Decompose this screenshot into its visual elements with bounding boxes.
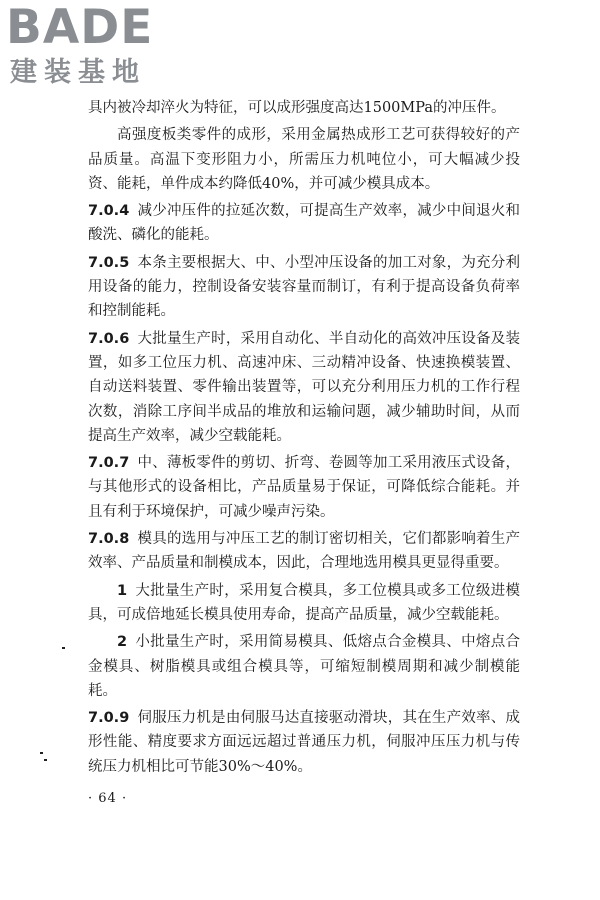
scan-speck bbox=[62, 647, 65, 649]
clause-number: 7.0.5 bbox=[88, 254, 130, 271]
clause-7-0-7 bbox=[88, 451, 520, 524]
item-number: 1 bbox=[117, 582, 128, 599]
clause-7-0-5 bbox=[88, 251, 520, 324]
paragraph-text: 模具的选用与冲压工艺的制订密切相关，它们都影响着生产效率、产品质量和制模成本，因此，合理地选用模具更显得重要。 bbox=[88, 531, 520, 572]
clause-7-0-6 bbox=[88, 327, 520, 448]
paragraph-text: 本条主要根据大、中、小型冲压设备的加工对象，为充分利用设备的能力，控制设备安装容量而制订，有利于提高设备负荷率和控制能耗。 bbox=[88, 254, 520, 320]
clause-number: 7.0.8 bbox=[88, 531, 130, 548]
clause-number: 7.0.9 bbox=[88, 710, 130, 727]
clause-7-0-9 bbox=[88, 706, 520, 779]
paragraph-text: 高强度板类零件的成形，采用金属热成形工艺可获得较好的产品质量。高温下变形阻力小，所需压力机吨位小，可大幅减少投资、能耗，单件成本约降低40%，并可减少模具成本。 bbox=[88, 127, 520, 192]
logo-subtitle: 建装基地 bbox=[10, 57, 146, 88]
paragraph bbox=[88, 123, 520, 196]
paragraph-text: 大批量生产时，采用自动化、半自动化的高效冲压设备及装置，如多工位压力机、高速冲床、三动精冲设备、快速换模装置、自动送料装置、零件输出装置等，可以充分利用压力机的工作行程次数，消除工序间半成品的堆放和运输问题，减少辅助时间，从而提高生产效率，减少空载能耗。 bbox=[88, 330, 520, 444]
logo-word: BADE bbox=[6, 0, 154, 55]
item-number: 2 bbox=[117, 634, 128, 651]
paragraph bbox=[88, 96, 520, 120]
bade-logo bbox=[6, 0, 176, 94]
paragraph-text: 伺服压力机是由伺服马达直接驱动滑块，其在生产效率、成形性能、精度要求方面远远超过普通压力机，伺服冲压压力机与传统压力机相比可节能30%～40%。 bbox=[88, 710, 520, 775]
clause-7-0-8 bbox=[88, 527, 520, 576]
paragraph-text: 大批量生产时，采用复合模具，多工位模具或多工位级进模具，可成倍地延长模具使用寿命，提高产品质量，减少空载能耗。 bbox=[88, 582, 520, 623]
clause-number: 7.0.7 bbox=[88, 455, 130, 472]
document-body bbox=[88, 96, 520, 782]
paragraph-text: 小批量生产时，采用简易模具、低熔点合金模具、中熔点合金模具、树脂模具或组合模具等，可缩短制模周期和减少制模能耗。 bbox=[88, 634, 520, 699]
list-item bbox=[88, 579, 520, 628]
paragraph-text: 减少冲压件的拉延次数，可提高生产效率，减少中间退火和酸洗、磷化的能耗。 bbox=[88, 203, 520, 244]
paragraph-text: 具内被冷却淬火为特征，可以成形强度高达1500MPa的冲压件。 bbox=[88, 100, 506, 116]
scan-speck bbox=[40, 752, 43, 754]
list-item bbox=[88, 630, 520, 703]
clause-7-0-4 bbox=[88, 199, 520, 248]
clause-number: 7.0.6 bbox=[88, 330, 130, 347]
paragraph-text: 中、薄板零件的剪切、折弯、卷圆等加工采用液压式设备，与其他形式的设备相比，产品质量易于保证，可降低综合能耗。并且有利于环境保护，可减少噪声污染。 bbox=[88, 455, 520, 520]
clause-number: 7.0.4 bbox=[88, 203, 130, 220]
scan-speck bbox=[44, 759, 47, 761]
page-number: · 64 · bbox=[88, 791, 128, 806]
